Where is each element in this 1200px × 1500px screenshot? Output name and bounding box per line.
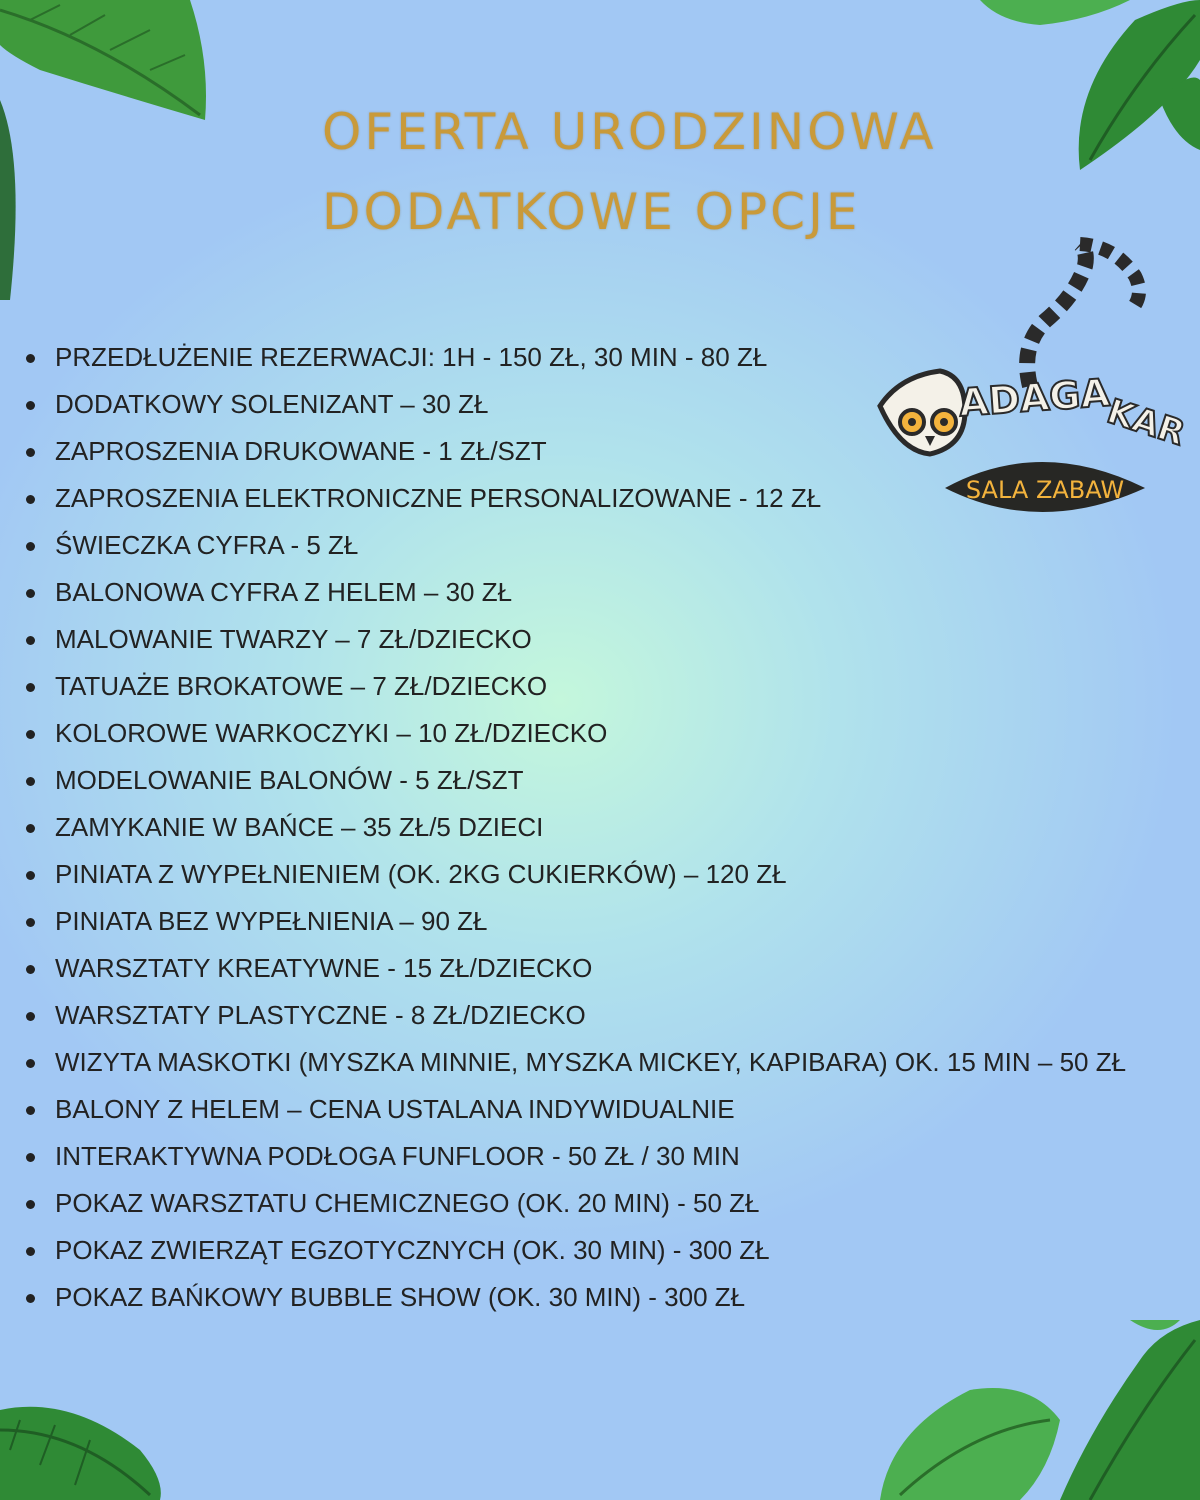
list-item-text: PINIATA Z WYPEŁNIENIEM (OK. 2KG CUKIERKÓW) – 120 ZŁ bbox=[55, 859, 787, 889]
leaf-top-right-icon bbox=[960, 0, 1200, 180]
list-item bbox=[0, 1180, 1200, 1227]
list-item bbox=[0, 992, 1200, 1039]
bullet-icon bbox=[26, 730, 35, 739]
bullet-icon bbox=[26, 401, 35, 410]
bullet-icon bbox=[26, 589, 35, 598]
bullet-icon bbox=[26, 448, 35, 457]
logo-text-right: KAR bbox=[1102, 391, 1190, 454]
title-line-2: DODATKOWE OPCJE bbox=[322, 183, 861, 241]
title-line-1: OFERTA URODZINOWA bbox=[322, 103, 937, 161]
bullet-icon bbox=[26, 965, 35, 974]
list-item bbox=[0, 1274, 1200, 1321]
list-item-text: PINIATA BEZ WYPEŁNIENIA – 90 ZŁ bbox=[55, 906, 488, 936]
list-item-text: PRZEDŁUŻENIE REZERWACJI: 1H - 150 ZŁ, 30 MIN - 80 ZŁ bbox=[55, 342, 768, 372]
list-item bbox=[0, 710, 1200, 757]
list-item-text: WARSZTATY PLASTYCZNE - 8 ZŁ/DZIECKO bbox=[55, 1000, 586, 1030]
list-item-text: ŚWIECZKA CYFRA - 5 ZŁ bbox=[55, 530, 359, 560]
bullet-icon bbox=[26, 871, 35, 880]
list-item-text: INTERAKTYWNA PODŁOGA FUNFLOOR - 50 ZŁ / 30 MIN bbox=[55, 1141, 740, 1171]
list-item bbox=[0, 616, 1200, 663]
bullet-icon bbox=[26, 542, 35, 551]
list-item-text: BALONY Z HELEM – CENA USTALANA INDYWIDUALNIE bbox=[55, 1094, 735, 1124]
list-item-text: WIZYTA MASKOTKI (MYSZKA MINNIE, MYSZKA MICKEY, KAPIBARA) OK. 15 MIN – 50 ZŁ bbox=[55, 1047, 1127, 1077]
bullet-icon bbox=[26, 918, 35, 927]
bullet-icon bbox=[26, 1059, 35, 1068]
list-item bbox=[0, 757, 1200, 804]
logo-text-left: ADAGA bbox=[957, 370, 1112, 425]
leaf-top-left-icon bbox=[0, 0, 220, 130]
bullet-icon bbox=[26, 1012, 35, 1021]
list-item-text: MODELOWANIE BALONÓW - 5 ZŁ/SZT bbox=[55, 765, 524, 795]
bullet-icon bbox=[26, 636, 35, 645]
list-item-text: BALONOWA CYFRA Z HELEM – 30 ZŁ bbox=[55, 577, 513, 607]
bullet-icon bbox=[26, 1247, 35, 1256]
list-item bbox=[0, 334, 1200, 381]
leaf-bottom-left-icon bbox=[0, 1390, 170, 1500]
logo-badge-text: SALA ZABAW bbox=[965, 476, 1125, 504]
list-item-text: WARSZTATY KREATYWNE - 15 ZŁ/DZIECKO bbox=[55, 953, 593, 983]
bullet-icon bbox=[26, 777, 35, 786]
list-item bbox=[0, 569, 1200, 616]
list-item-text: POKAZ BAŃKOWY BUBBLE SHOW (OK. 30 MIN) - 300 ZŁ bbox=[55, 1282, 746, 1312]
list-item-text: POKAZ ZWIERZĄT EGZOTYCZNYCH (OK. 30 MIN) - 300 ZŁ bbox=[55, 1235, 770, 1265]
list-item bbox=[0, 804, 1200, 851]
options-list bbox=[0, 334, 1200, 1321]
list-item bbox=[0, 381, 1200, 428]
list-item bbox=[0, 475, 1200, 522]
list-item bbox=[0, 1086, 1200, 1133]
list-item-text: KOLOROWE WARKOCZYKI – 10 ZŁ/DZIECKO bbox=[55, 718, 608, 748]
list-item bbox=[0, 428, 1200, 475]
list-item bbox=[0, 851, 1200, 898]
list-item-text: ZAPROSZENIA DRUKOWANE - 1 ZŁ/SZT bbox=[55, 436, 547, 466]
list-item-text: ZAPROSZENIA ELEKTRONICZNE PERSONALIZOWANE - 12 ZŁ bbox=[55, 483, 822, 513]
bullet-icon bbox=[26, 1200, 35, 1209]
bullet-icon bbox=[26, 1106, 35, 1115]
bullet-icon bbox=[26, 354, 35, 363]
bullet-icon bbox=[26, 495, 35, 504]
bullet-icon bbox=[26, 824, 35, 833]
list-item-text: DODATKOWY SOLENIZANT – 30 ZŁ bbox=[55, 389, 489, 419]
bullet-icon bbox=[26, 1294, 35, 1303]
bullet-icon bbox=[26, 1153, 35, 1162]
leaf-bottom-right-icon bbox=[860, 1320, 1200, 1500]
list-item bbox=[0, 945, 1200, 992]
list-item bbox=[0, 1133, 1200, 1180]
list-item bbox=[0, 522, 1200, 569]
list-item bbox=[0, 663, 1200, 710]
list-item-text: TATUAŻE BROKATOWE – 7 ZŁ/DZIECKO bbox=[55, 671, 548, 701]
list-item-text: POKAZ WARSZTATU CHEMICZNEGO (OK. 20 MIN) - 50 ZŁ bbox=[55, 1188, 760, 1218]
bullet-icon bbox=[26, 683, 35, 692]
list-item-text: ZAMYKANIE W BAŃCE – 35 ZŁ/5 DZIECI bbox=[55, 812, 544, 842]
list-item bbox=[0, 898, 1200, 945]
list-item bbox=[0, 1227, 1200, 1274]
leaf-left-edge-icon bbox=[0, 100, 30, 300]
page-title bbox=[322, 92, 936, 252]
list-item bbox=[0, 1039, 1200, 1086]
list-item-text: MALOWANIE TWARZY – 7 ZŁ/DZIECKO bbox=[55, 624, 532, 654]
